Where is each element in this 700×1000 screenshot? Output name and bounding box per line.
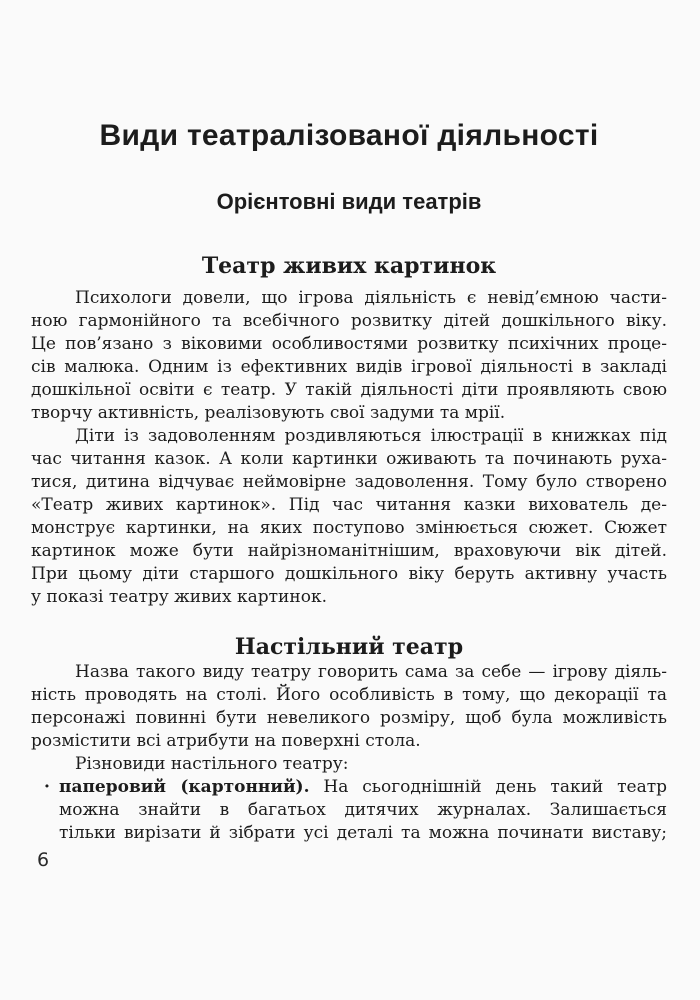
text-line: Психологи довели, що ігрова діяльність є невід’ємною части- — [75, 288, 667, 308]
page-subtitle: Орієнтовні види театрів — [216, 189, 482, 214]
page-title: Види театралізованої діяльності — [99, 119, 599, 152]
paragraph — [31, 287, 667, 425]
text-line: тільки вирізати й зібрати усі деталі та можна починати виставу; — [59, 823, 667, 843]
text-line: Це пов’язано з віковими особливостями розвитку психічних проце- — [31, 334, 667, 354]
section-heading-table-theater: Настільний театр — [234, 634, 464, 660]
section-heading-live-pictures-theater: Театр живих картинок — [201, 253, 497, 279]
text-line: у показі театру живих картинок. — [31, 587, 327, 607]
paragraph — [31, 661, 667, 753]
text-line: монструє картинки, на яких поступово змінюється сюжет. Сюжет — [31, 518, 667, 538]
text-line: час читання казок. А коли картинки оживають та починають руха- — [31, 449, 667, 469]
text-line: можна знайти в багатьох дитячих журналах. Залишається — [59, 800, 667, 820]
text-line: персонажі повинні бути невеликого розміру, щоб була можливість — [31, 708, 667, 728]
text-line: сів малюка. Одним із ефективних видів ігрової діяльності в закладі — [31, 357, 667, 377]
text-line: «Театр живих картинок». Під час читання казки вихователь де- — [31, 495, 667, 515]
paragraph — [31, 425, 667, 609]
page-number: 6 — [37, 849, 50, 871]
text-line: тися, дитина відчуває неймовірне задоволення. Тому було створено — [31, 472, 667, 492]
text-line: При цьому діти старшого дошкільного віку беруть активну участь — [31, 564, 667, 584]
text-line: Назва такого виду театру говорить сама за себе — ігрову діяль- — [75, 662, 667, 682]
list-intro: Різновиди настільного театру: — [75, 754, 349, 774]
text-line: ність проводять на столі. Його особливість в тому, що декорації та — [31, 685, 667, 705]
bullet-icon: · — [44, 777, 50, 797]
text-line: розмістити всі атрибути на поверхні стола. — [31, 731, 421, 751]
text-line: ною гармонійного та всебічного розвитку дітей дошкільного віку. — [31, 311, 667, 331]
list-item-line1-rest: На сьогоднішній день такий театр — [323, 777, 668, 797]
text-line: Діти із задоволенням роздивляються ілюстрації в книжках під — [75, 426, 667, 446]
text-line: дошкільної освіти є театр. У такій діяльності діти проявляють свою — [31, 380, 667, 400]
text-line — [59, 776, 667, 799]
list-item-lead: паперовий (картонний). — [59, 777, 310, 797]
list-item-paper-theater — [31, 776, 667, 845]
text-line: творчу активність, реалізовують свої задуми та мрії. — [31, 403, 506, 423]
text-line: картинок може бути найрізноманітнішим, враховуючи вік дітей. — [31, 541, 667, 561]
